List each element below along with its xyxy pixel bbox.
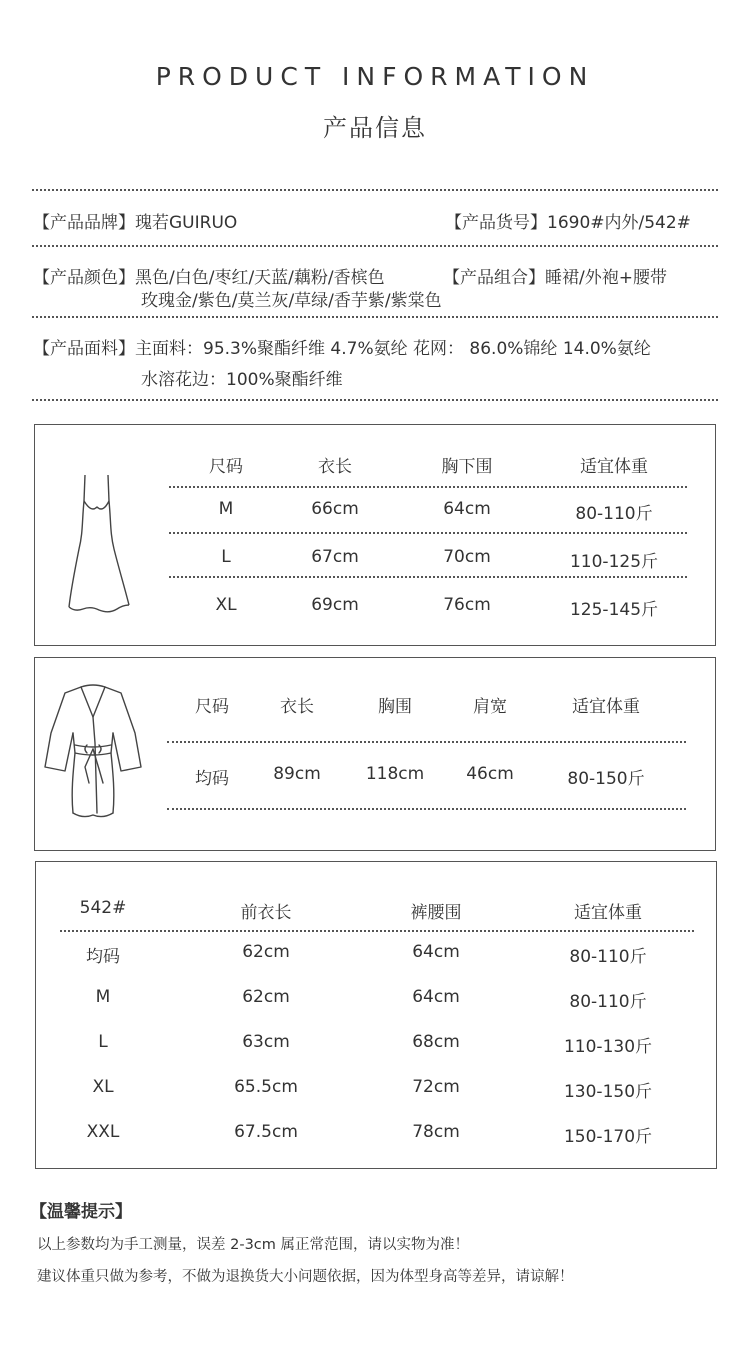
- t2-header-length: 衣长: [280, 697, 314, 717]
- t3-cell: 150-170斤: [563, 1127, 653, 1147]
- table-divider: [169, 532, 687, 534]
- t3-cell: 72cm: [412, 1077, 460, 1097]
- t3-cell: 67.5cm: [234, 1122, 298, 1142]
- t3-header-code: 542#: [79, 898, 127, 918]
- divider: [32, 245, 718, 247]
- t1-cell: 125-145斤: [569, 600, 659, 620]
- t2-cell: 118cm: [365, 764, 425, 784]
- t1-header-length: 衣长: [318, 457, 352, 477]
- t1-header-size: 尺码: [209, 457, 243, 477]
- 542-size-table: [35, 861, 717, 1169]
- t3-cell: M: [95, 987, 111, 1007]
- t1-cell: 64cm: [443, 499, 491, 519]
- table-divider: [169, 486, 687, 488]
- t1-cell: 76cm: [443, 595, 491, 615]
- brand-info: 【产品品牌】瑰若GUIRUO: [33, 213, 238, 233]
- t2-header-weight: 适宜体重: [572, 697, 640, 717]
- t3-header-front-length: 前衣长: [240, 903, 292, 923]
- colors-info: 【产品颜色】黑色/白色/枣红/天蓝/藕粉/香槟色: [33, 268, 385, 288]
- t3-cell: 均码: [86, 947, 120, 967]
- page-title-en: PRODUCT INFORMATION: [155, 62, 595, 91]
- t3-cell: 62cm: [242, 987, 290, 1007]
- combo-info: 【产品组合】睡裙/外袍+腰带: [443, 268, 667, 288]
- t3-header-waist: 裤腰围: [410, 903, 462, 923]
- t2-cell: 89cm: [273, 764, 321, 784]
- tips-line: 建议体重只做为参考，不做为退换货大小问题依据，因为体型身高等差异，请谅解！: [37, 1269, 574, 1285]
- fabric-info-cont: 水溶花边：100%聚酯纤维: [141, 370, 343, 390]
- slip-dress-icon: [65, 471, 135, 615]
- t3-cell: 68cm: [412, 1032, 460, 1052]
- t3-cell: 63cm: [242, 1032, 290, 1052]
- t1-cell: 110-125斤: [569, 552, 659, 572]
- table-divider: [169, 576, 687, 578]
- t1-cell: XL: [215, 595, 237, 615]
- divider: [32, 399, 718, 401]
- t3-cell: 64cm: [412, 942, 460, 962]
- t1-cell: 70cm: [443, 547, 491, 567]
- robe-size-table: [34, 657, 716, 851]
- item-number-info: 【产品货号】1690#内外/542#: [445, 213, 691, 233]
- t3-cell: 130-150斤: [563, 1082, 653, 1102]
- t1-header-weight: 适宜体重: [580, 457, 648, 477]
- t1-cell: L: [221, 547, 231, 567]
- t1-cell: 80-110斤: [575, 504, 653, 524]
- t2-cell: 80-150斤: [567, 769, 645, 789]
- t3-cell: 65.5cm: [234, 1077, 298, 1097]
- t1-cell: 69cm: [311, 595, 359, 615]
- table-divider: [60, 930, 694, 932]
- table-divider: [167, 741, 686, 743]
- robe-icon: [43, 683, 143, 825]
- t3-cell: XXL: [86, 1122, 120, 1142]
- t2-header-size: 尺码: [195, 697, 229, 717]
- t3-cell: L: [98, 1032, 108, 1052]
- t3-cell: 80-110斤: [569, 947, 647, 967]
- tips-line: 以上参数均为手工测量，误差 2-3cm 属正常范围，请以实物为准！: [37, 1237, 469, 1253]
- t1-cell: 66cm: [311, 499, 359, 519]
- divider: [32, 316, 718, 318]
- fabric-info: 【产品面料】主面料：95.3%聚酯纤维 4.7%氨纶 花网： 86.0%锦纶 14.0%氨纶: [33, 339, 651, 359]
- t3-cell: XL: [92, 1077, 114, 1097]
- t2-header-bust: 胸围: [378, 697, 412, 717]
- t3-cell: 80-110斤: [569, 992, 647, 1012]
- t1-cell: M: [218, 499, 234, 519]
- t3-cell: 62cm: [242, 942, 290, 962]
- page-title-cn: 产品信息: [323, 114, 427, 142]
- t3-cell: 110-130斤: [563, 1037, 653, 1057]
- t1-cell: 67cm: [311, 547, 359, 567]
- t2-cell: 均码: [195, 769, 229, 789]
- tips-title: 【温馨提示】: [30, 1202, 132, 1222]
- table-divider: [167, 808, 686, 810]
- divider: [32, 189, 718, 191]
- slip-dress-size-table: [34, 424, 716, 646]
- t3-header-weight: 适宜体重: [574, 903, 642, 923]
- t2-header-shoulder: 肩宽: [473, 697, 507, 717]
- t3-cell: 64cm: [412, 987, 460, 1007]
- t2-cell: 46cm: [466, 764, 514, 784]
- colors-info-cont: 玫瑰金/紫色/莫兰灰/草绿/香芋紫/紫棠色: [141, 291, 442, 311]
- t1-header-underbust: 胸下围: [441, 457, 493, 477]
- t3-cell: 78cm: [412, 1122, 460, 1142]
